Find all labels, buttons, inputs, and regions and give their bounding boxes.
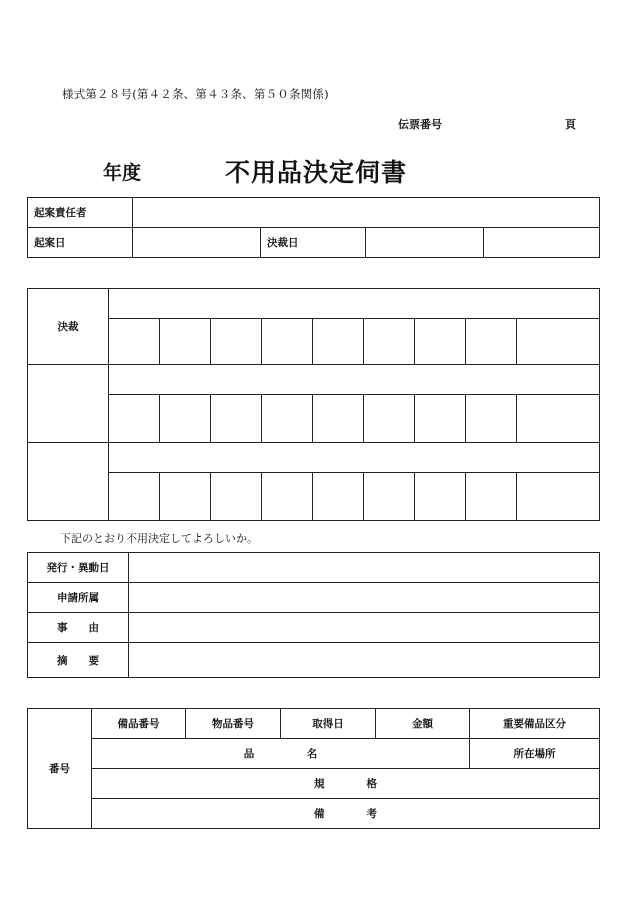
stamp-cell[interactable] [313, 319, 364, 365]
stamp-cell[interactable] [109, 395, 160, 443]
decision-date-field[interactable] [366, 228, 484, 258]
document-title: 不用品決定伺書 [225, 158, 408, 187]
stamp-cell[interactable] [160, 319, 211, 365]
stamp-cell[interactable] [109, 319, 160, 365]
draft-date-label: 起案日 [28, 228, 133, 258]
draft-date-field[interactable] [133, 228, 261, 258]
approval-table [27, 288, 600, 521]
summary-field[interactable] [129, 643, 600, 678]
item-name-header: 品 名 [92, 739, 470, 769]
stamp-cell[interactable] [262, 395, 313, 443]
stamp-cell[interactable] [211, 319, 262, 365]
stamp-cell[interactable] [466, 473, 517, 521]
department-label: 申請所属 [28, 583, 129, 613]
approval-header-2[interactable] [109, 365, 600, 395]
stamp-cell[interactable] [211, 395, 262, 443]
spec-header: 規 格 [92, 769, 600, 799]
stamp-cell[interactable] [160, 473, 211, 521]
stamp-cell[interactable] [211, 473, 262, 521]
stamp-cell[interactable] [262, 473, 313, 521]
stamp-cell[interactable] [517, 319, 600, 365]
issue-date-label: 発行・異動日 [28, 553, 129, 583]
stamp-cell[interactable] [517, 473, 600, 521]
important-class-header: 重要備品区分 [470, 709, 600, 739]
fiscal-year-label: 年度 [103, 162, 142, 184]
goods-number-header: 物品番号 [186, 709, 281, 739]
approval-group-3-label [28, 443, 109, 521]
slip-number-label: 伝票番号 [398, 118, 442, 131]
summary-label: 摘 要 [28, 643, 129, 678]
stamp-cell[interactable] [262, 319, 313, 365]
stamp-cell[interactable] [466, 319, 517, 365]
stamp-cell[interactable] [415, 473, 466, 521]
stamp-cell[interactable] [364, 473, 415, 521]
responsible-field[interactable] [133, 198, 600, 228]
stamp-cell[interactable] [313, 395, 364, 443]
responsible-label: 起案責任者 [28, 198, 133, 228]
stamp-cell[interactable] [364, 395, 415, 443]
department-field[interactable] [129, 583, 600, 613]
amount-header: 金額 [376, 709, 470, 739]
stamp-cell[interactable] [415, 395, 466, 443]
drafting-table [27, 197, 600, 258]
disposal-note: 下記のとおり不用決定してよろしいか。 [60, 532, 258, 545]
location-header: 所在場所 [470, 739, 600, 769]
acquired-date-header: 取得日 [281, 709, 376, 739]
stamp-cell[interactable] [109, 473, 160, 521]
approval-group-2-label [28, 365, 109, 443]
decision-date-extra-field[interactable] [484, 228, 600, 258]
remarks-header: 備 考 [92, 799, 600, 829]
equipment-number-header: 備品番号 [92, 709, 186, 739]
stamp-cell[interactable] [466, 395, 517, 443]
stamp-cell[interactable] [364, 319, 415, 365]
form-reference: 様式第２８号(第４２条、第４３条、第５０条関係) [62, 87, 329, 101]
approval-header-3[interactable] [109, 443, 600, 473]
stamp-cell[interactable] [160, 395, 211, 443]
number-label: 番号 [28, 709, 92, 829]
stamp-cell[interactable] [517, 395, 600, 443]
reason-field[interactable] [129, 613, 600, 643]
stamp-cell[interactable] [313, 473, 364, 521]
stamp-cell[interactable] [415, 319, 466, 365]
approval-header-1[interactable] [109, 289, 600, 319]
page-label: 頁 [565, 118, 576, 131]
issue-date-field[interactable] [129, 553, 600, 583]
decision-date-label: 決裁日 [261, 228, 366, 258]
reason-label: 事 由 [28, 613, 129, 643]
details-table [27, 552, 600, 678]
decision-label: 決裁 [28, 289, 109, 365]
items-table [27, 708, 600, 829]
